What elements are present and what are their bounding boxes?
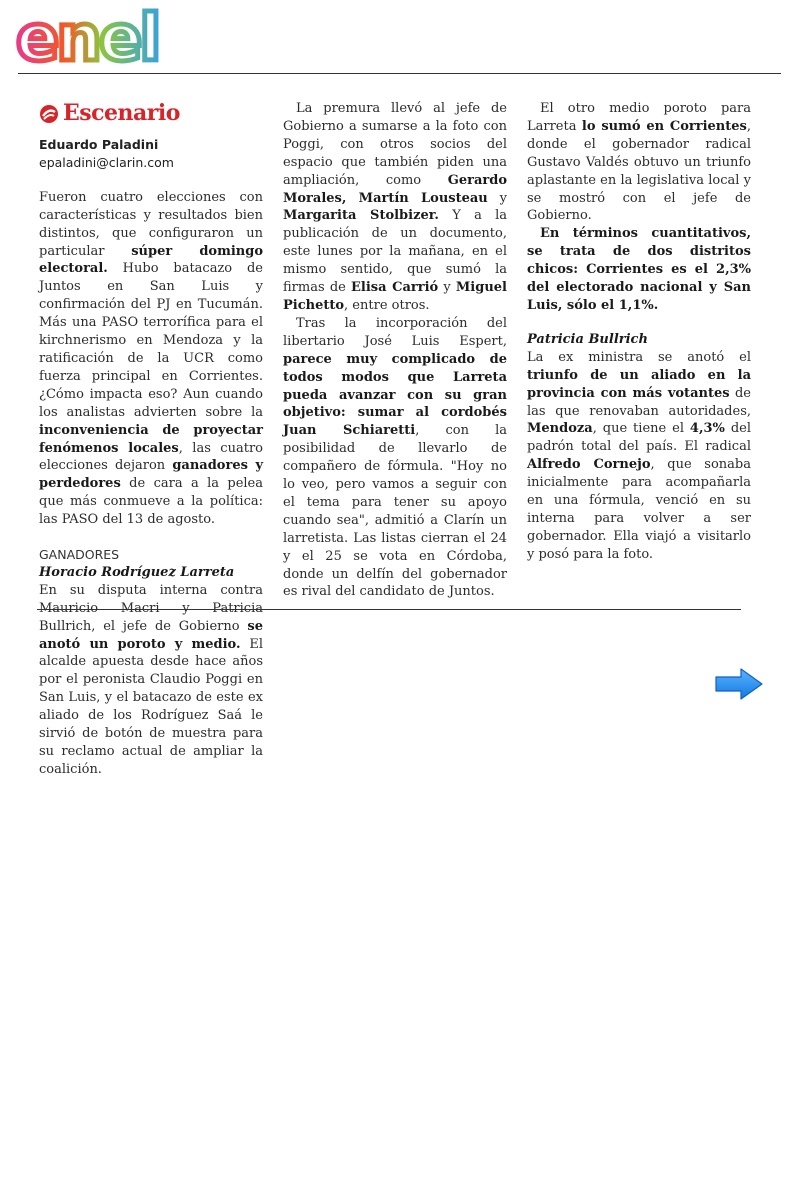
author-name: Eduardo Paladini	[39, 137, 159, 152]
paragraph	[39, 582, 263, 779]
text-run: , entre otros.	[344, 297, 430, 313]
bottom-divider	[37, 609, 741, 610]
paragraph	[283, 315, 507, 602]
clarin-swirl-icon	[39, 104, 59, 124]
paragraph	[527, 225, 751, 315]
section-title: Escenario	[63, 100, 180, 127]
text-run: y	[438, 280, 456, 296]
bold-text: En términos cuantitativos, se trata de dos distritos chicos: Corrientes es el 2,3% del electorado nacional y San Luis, sólo el 1,1%.	[527, 226, 751, 313]
text-run: , las cuatro elecciones dejaron	[39, 440, 263, 474]
bold-text: Elisa Carrió	[351, 280, 439, 296]
text-run: del padrón total del país. El radical	[527, 421, 751, 455]
bold-text: Mendoza	[527, 421, 593, 437]
text-run: El otro medio poroto para Larreta	[527, 101, 751, 134]
text-run: y	[487, 190, 508, 206]
bold-text: 4,3%	[689, 421, 725, 437]
bold-text: Gerardo Morales, Martín Lousteau	[283, 172, 507, 206]
text-run: , que tiene el	[592, 421, 690, 437]
bold-text: Alfredo Cornejo	[527, 457, 651, 473]
bold-text: inconveniencia de proyectar fenómenos locales	[39, 422, 263, 456]
text-run: Y a la publicación de un documento, este lunes por la mañana, en el mismo sentido, que sumó la firmas de	[283, 208, 507, 296]
author-email[interactable]: epaladini@clarin.com	[39, 154, 174, 170]
bold-text: súper domingo electoral.	[39, 243, 263, 277]
bold-text: se anotó un poroto y medio.	[39, 618, 263, 652]
text-run: Fueron cuatro elecciones con características y resultados bien distintos, que configuraron un particular	[39, 189, 263, 259]
bold-text: lo sumó en Corrientes	[581, 118, 747, 134]
subhead-bullrich: Patricia Bullrich	[527, 331, 648, 347]
bold-text: Miguel Pichetto	[283, 280, 507, 313]
paragraph	[527, 100, 751, 225]
text-run: Tras la incorporación del libertario José Luis Espert,	[283, 315, 507, 349]
text-run: , donde el gobernador radical Gustavo Valdés obtuvo un triunfo aplastante en la legislativa local y se mostró con el jefe de Gobierno.	[527, 118, 751, 224]
logo-text: enel	[16, 4, 159, 68]
text-run: de las que renovaban autoridades,	[527, 385, 751, 419]
text-run: de cara a la pelea que más conmueve a la política: las PASO del 13 de agosto.	[39, 476, 263, 528]
section-kicker: GANADORES	[39, 547, 120, 563]
paragraph	[283, 100, 507, 315]
paragraph	[527, 349, 751, 564]
text-run: , que sonaba inicialmente para acompañarla en una fórmula, venció en su interna para volver a ser gobernador. Ella viajó a visitarlo y posó para la foto.	[527, 457, 751, 562]
section-header	[39, 100, 263, 128]
text-run: , con la posibilidad de llevarlo de compañero de fórmula. "Hoy no lo veo, pero vamos a seguir con el tema para tener su apoyo cuando sea", admitió a Clarín un larretista. Las listas cierran el 24 y el 25 se vota en Córdoba, donde un delfín del gobernador es rival del candidato de Juntos.	[283, 423, 507, 600]
enel-logo	[16, 4, 186, 68]
subhead-larreta: Horacio Rodríguez Larreta	[39, 564, 235, 580]
article-column-1	[39, 100, 263, 779]
text-run: La premura llevó al jefe de Gobierno a sumarse a la foto con Poggi, con otros socios del espacio que también piden una ampliación, como	[283, 101, 507, 188]
text-run: El alcalde apuesta desde hace años por el peronista Claudio Poggi en San Luis, y el batacazo de este ex aliado de los Rodríguez Saá le sirvió de botón de muestra para su reclamo actual de ampliar la coalición.	[39, 636, 264, 777]
paragraph	[39, 189, 263, 529]
article-column-3	[527, 100, 751, 564]
text-run: En su disputa interna contra Mauricio Macri y Patricia Bullrich, el jefe de Gobierno	[39, 582, 263, 634]
article-column-2	[283, 100, 507, 601]
bold-text: Margarita Stolbizer.	[283, 208, 439, 224]
bold-text: ganadores y perdedores	[39, 458, 264, 492]
bold-text: parece muy complicado de todos modos que Larreta pueda avanzar con su gran objetivo: sumar al cordobés Juan Schiaretti	[283, 351, 507, 439]
bold-text: triunfo de un aliado en la provincia con más votantes	[527, 367, 751, 401]
text-run: La ex ministra se anotó el	[527, 349, 751, 365]
next-page-arrow-icon[interactable]	[713, 666, 765, 702]
text-run: Hubo batacazo de Juntos en San Luis y confirmación del PJ en Tucumán. Más una PASO terrorífica para el kirchnerismo en Mendoza y la ratificación de la UCR como fuerza principal en Corrientes. ¿Cómo impacta eso? Aun cuando los analistas advierten sobre la	[39, 261, 263, 420]
top-divider	[18, 73, 781, 74]
